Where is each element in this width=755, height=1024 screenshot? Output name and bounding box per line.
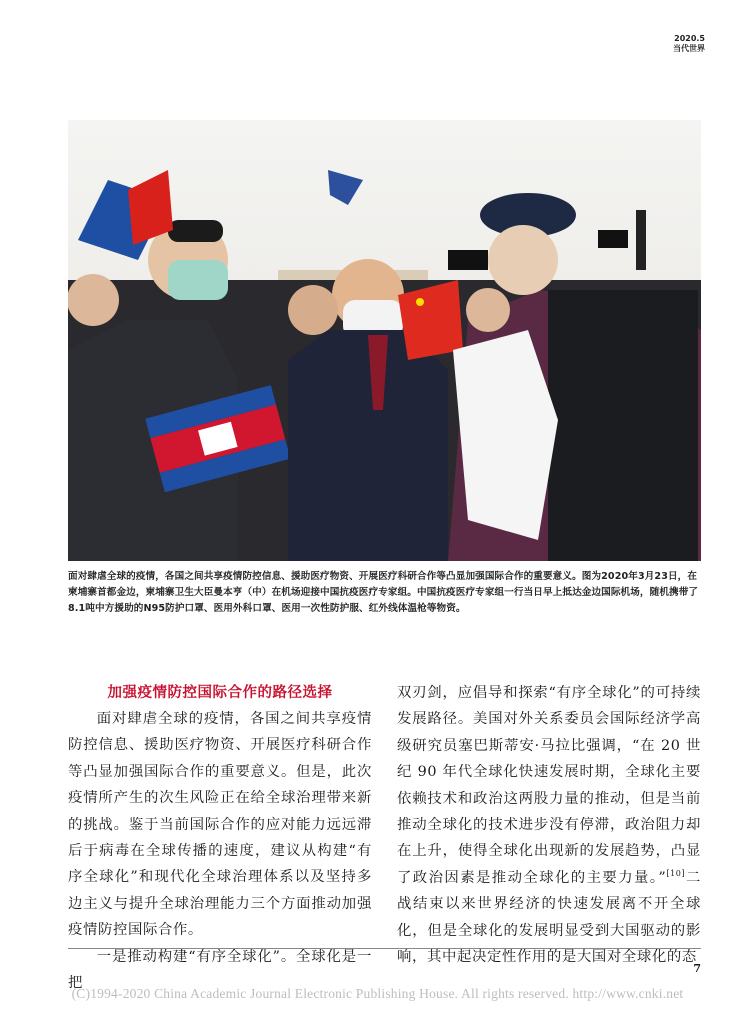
copyright-watermark: (C)1994-2020 China Academic Journal Electronic Publishing House. All rights reserved. http://www.cnki.net xyxy=(71,986,684,1001)
article-paragraph: 面对肆虐全球的疫情，各国之间共享疫情防控信息、援助医疗物资、开展医疗科研合作等凸显加强国际合作的重要意义。但是，此次疫情所产生的次生风险正在给全球治理带来新的挑战。鉴于当前国际合作的应对能力远远滞后于病毒在全球传播的速度，建议从构建“有序全球化”和现代化全球治理体系以及坚持多边主义与提升全球治理能力三个方面推动加强疫情防控国际合作。 xyxy=(68,711,372,939)
footer-divider xyxy=(68,948,701,949)
article-paragraph: 一是推动构建“有序全球化”。全球化是一把 xyxy=(68,948,372,992)
photo-caption: 面对肆虐全球的疫情，各国之间共享疫情防控信息、援助医疗物资、开展医疗科研合作等凸显加强国际合作的重要意义。图为2020年3月23日，在柬埔寨首都金边，柬埔寨卫生大臣曼本亨（中）在机场迎接中国抗疫医疗专家组。中国抗疫医疗专家组一行当日早上抵达金边国际机场，随机携带了8.1吨中方援助的N95防护口罩、医用外科口罩、医用一次性防护服、红外线体温枪等物资。 xyxy=(68,571,699,614)
news-photo xyxy=(68,120,701,561)
paragraph-text: 二战结束以来世界经济的快速发展离不开全球化，但是全球化的发展明显受到大国驱动的影响，其中起决定性作用的是大国对全球化的态 xyxy=(397,869,701,966)
paragraph-text: 双刃剑，应倡导和探索“有序全球化”的可持续发展路径。美国对外关系委员会国际经济学高级研究员塞巴斯蒂安·马拉比强调，“在 20 世纪 90 年代全球化快速发展时期，全球化主要依赖技术和政治这两股力量的推动，但是当前推动全球化的技术进步没有停滞，政治阻力却在上升，使得全球化出现新的发展趋势，凸显了政治因素是推动全球化的主要力量。” xyxy=(397,685,701,886)
journal-header xyxy=(673,34,705,54)
photo-image xyxy=(68,120,701,561)
article-column-right xyxy=(397,680,701,970)
section-title: 加强疫情防控国际合作的路径选择 xyxy=(107,685,333,701)
journal-name: 当代世界 xyxy=(673,44,705,53)
page-number: 7 xyxy=(693,962,701,975)
article-paragraph-continued xyxy=(397,680,701,970)
footnote-reference: [10] xyxy=(666,869,686,879)
issue-number: 2020.5 xyxy=(674,34,705,43)
